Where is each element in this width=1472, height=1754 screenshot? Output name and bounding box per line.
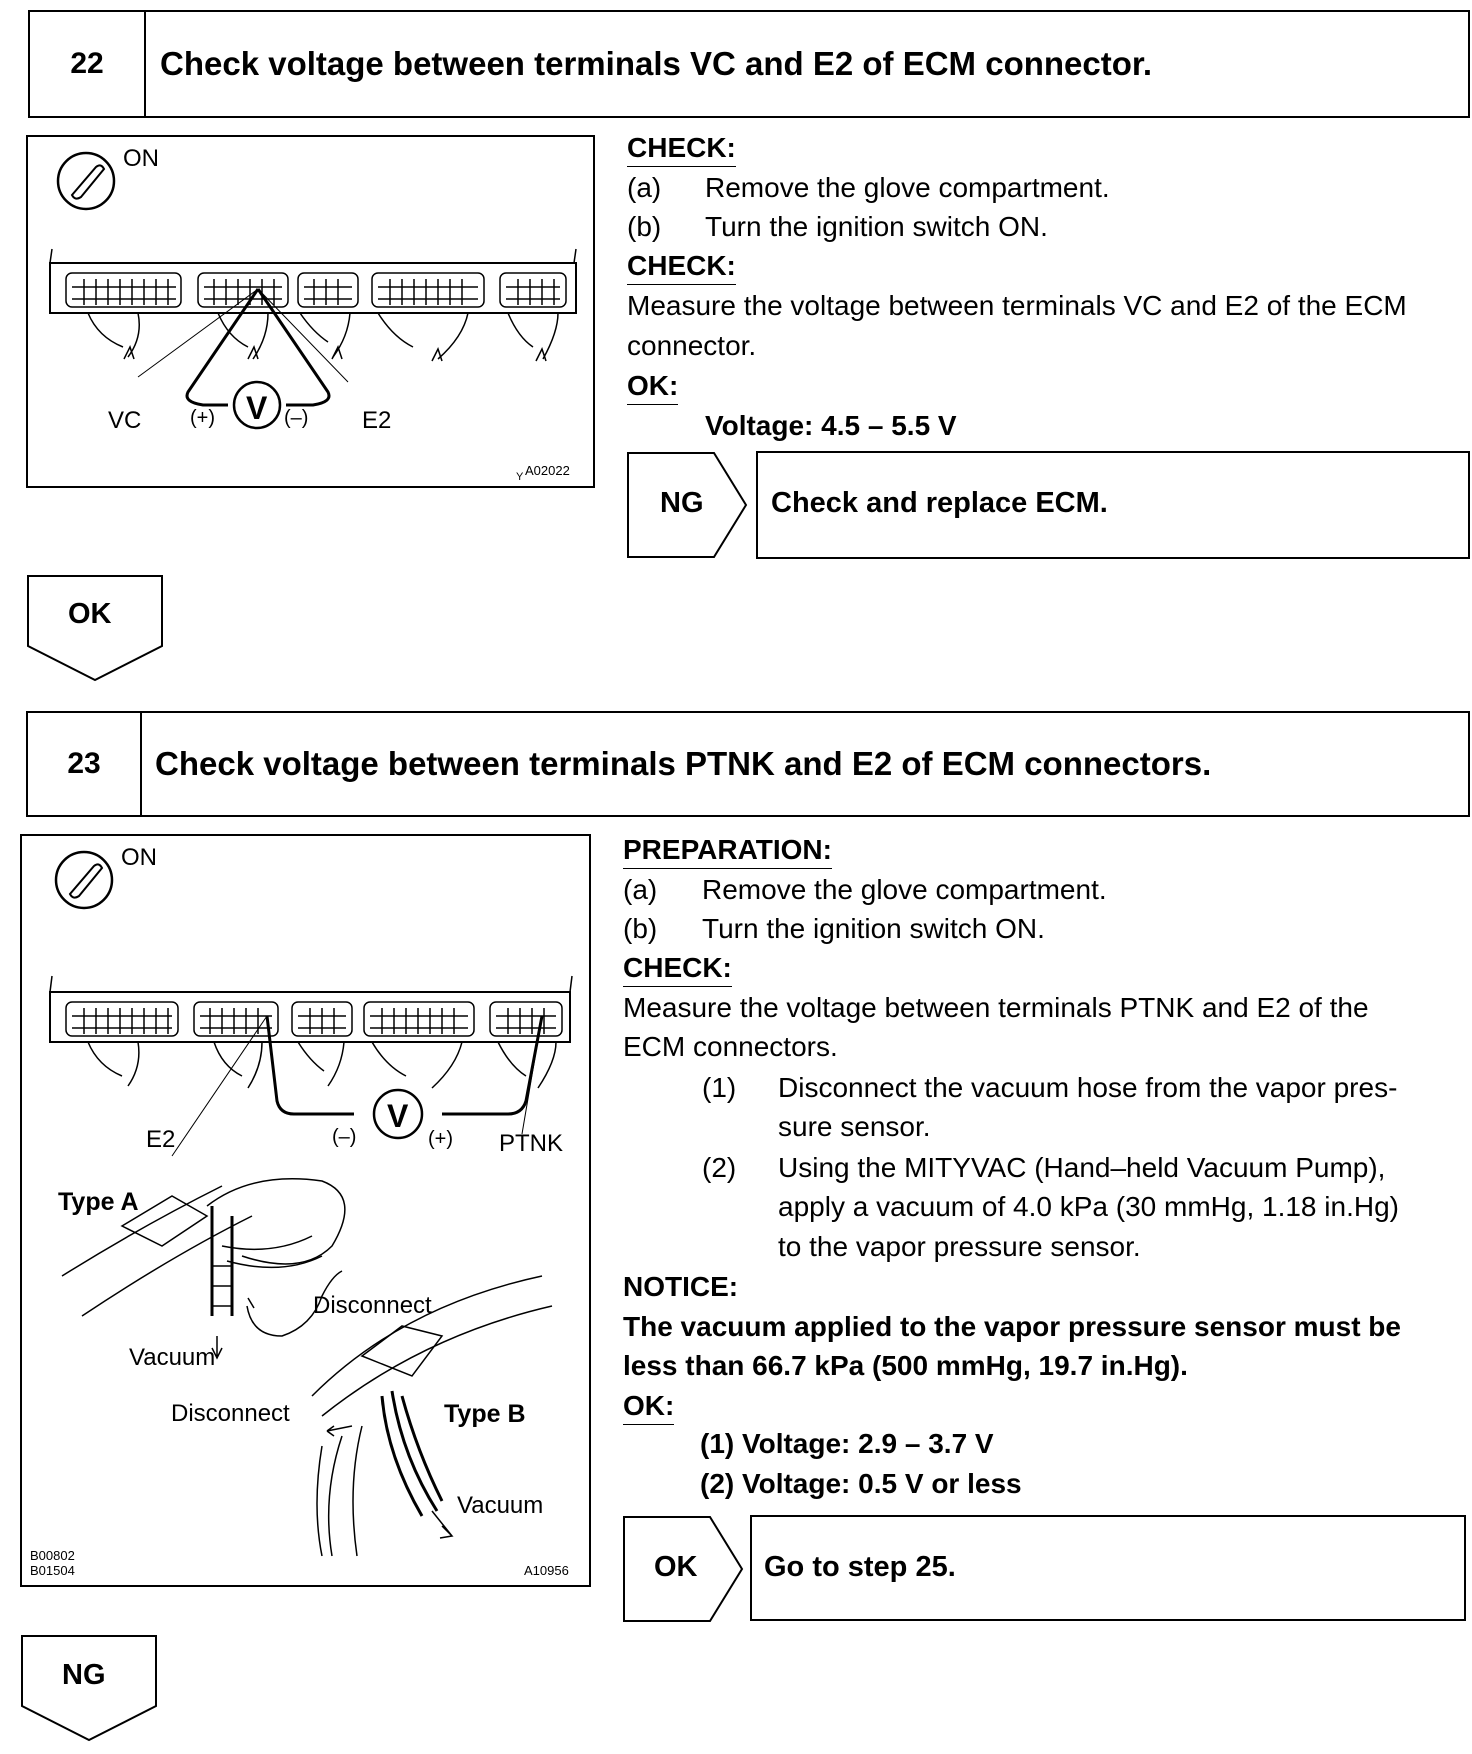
voltmeter-label: V: [387, 1098, 409, 1134]
plus-label: (+): [428, 1128, 453, 1150]
figure-code-2: B01504: [30, 1563, 75, 1578]
e2-label: E2: [362, 407, 392, 434]
notice-line-1: The vacuum applied to the vapor pressure sensor must be: [623, 1311, 1401, 1342]
step-23-header: [26, 711, 1470, 817]
notice-heading: NOTICE:: [623, 1271, 739, 1302]
minus-label: (–): [332, 1126, 357, 1148]
ok-flow-label: OK: [68, 598, 112, 630]
check-heading-1: CHECK:: [627, 131, 736, 167]
ignition-switch-icon: [58, 153, 114, 209]
sub-2-marker: (2): [702, 1152, 737, 1183]
figure-code-3: A10956: [524, 1563, 569, 1578]
disconnect-a-label: Disconnect: [313, 1292, 432, 1319]
plus-label: (+): [190, 407, 215, 429]
ecm-connector-figure-22: [26, 135, 595, 488]
item-b-text: Turn the ignition switch ON.: [705, 211, 1048, 242]
item-a-marker: (a): [627, 172, 662, 203]
ecm-connector-figure-23: [20, 834, 591, 1587]
vc-label: VC: [108, 407, 142, 434]
voltage-spec-2: (2) Voltage: 0.5 V or less: [700, 1468, 1022, 1499]
sub-2-line-2: apply a vacuum of 4.0 kPa (30 mmHg, 1.18 in.Hg): [778, 1191, 1399, 1222]
ok-action-text: Go to step 25.: [764, 1551, 956, 1583]
ptnk-label: PTNK: [499, 1130, 564, 1157]
measure-line-2: connector.: [627, 330, 757, 361]
sub-2-line-1: Using the MITYVAC (Hand–held Vacuum Pump),: [778, 1152, 1386, 1183]
e2-label: E2: [146, 1126, 176, 1153]
figure-code-1: B00802: [30, 1548, 75, 1563]
ok-heading: OK:: [627, 369, 678, 405]
figure-code: A02022: [525, 463, 570, 478]
measure-line-1: Measure the voltage between terminals VC and E2 of the ECM: [627, 290, 1407, 321]
minus-label: (–): [284, 407, 309, 429]
item-a-text: Remove the glove compartment.: [702, 874, 1107, 905]
measure-line-2: ECM connectors.: [623, 1031, 838, 1062]
measure-line-1: Measure the voltage between terminals PTNK and E2 of the: [623, 992, 1369, 1023]
vacuum-b-label: Vacuum: [457, 1492, 544, 1519]
figure-code-prefix: Y: [516, 471, 524, 483]
type-a-label: Type A: [58, 1188, 139, 1216]
sub-1-line-2: sure sensor.: [778, 1111, 931, 1142]
step-22-header: [28, 10, 1470, 118]
voltmeter-label: V: [246, 390, 268, 426]
notice-line-2: less than 66.7 kPa (500 mmHg, 19.7 in.Hg).: [623, 1350, 1188, 1381]
disconnect-b-label: Disconnect: [171, 1400, 290, 1427]
ng-flow-label: NG: [62, 1659, 106, 1691]
voltage-spec: Voltage: 4.5 – 5.5 V: [705, 410, 957, 441]
voltage-spec-1: (1) Voltage: 2.9 – 3.7 V: [700, 1428, 994, 1459]
item-b-marker: (b): [627, 211, 662, 242]
check-heading: CHECK:: [623, 951, 732, 987]
ign-on-label: ON: [121, 844, 157, 871]
ecm-connector-diagram: [28, 137, 597, 490]
ignition-switch-icon: [56, 852, 112, 908]
step-number: 23: [28, 713, 142, 815]
ecm-connectors: [66, 273, 566, 361]
preparation-heading: PREPARATION:: [623, 833, 832, 869]
ng-label: NG: [660, 487, 704, 519]
ok-label: OK: [654, 1551, 698, 1583]
step-title: Check voltage between terminals PTNK and E2 of ECM connectors.: [155, 745, 1212, 782]
item-a-marker: (a): [623, 874, 658, 905]
sub-1-line-1: Disconnect the vacuum hose from the vapor pres-: [778, 1072, 1398, 1103]
check-heading-2: CHECK:: [627, 249, 736, 285]
step-number: 22: [30, 12, 146, 116]
ng-action-text: Check and replace ECM.: [771, 487, 1108, 519]
item-a-text: Remove the glove compartment.: [705, 172, 1110, 203]
ign-on-label: ON: [123, 145, 159, 172]
sub-1-marker: (1): [702, 1072, 737, 1103]
step-title: Check voltage between terminals VC and E2 of ECM connector.: [160, 45, 1153, 82]
item-b-marker: (b): [623, 913, 658, 944]
vacuum-a-label: Vacuum: [129, 1344, 216, 1371]
ok-heading: OK:: [623, 1389, 674, 1425]
type-b-label: Type B: [444, 1400, 526, 1428]
item-b-text: Turn the ignition switch ON.: [702, 913, 1045, 944]
sub-2-line-3: to the vapor pressure sensor.: [778, 1231, 1141, 1262]
